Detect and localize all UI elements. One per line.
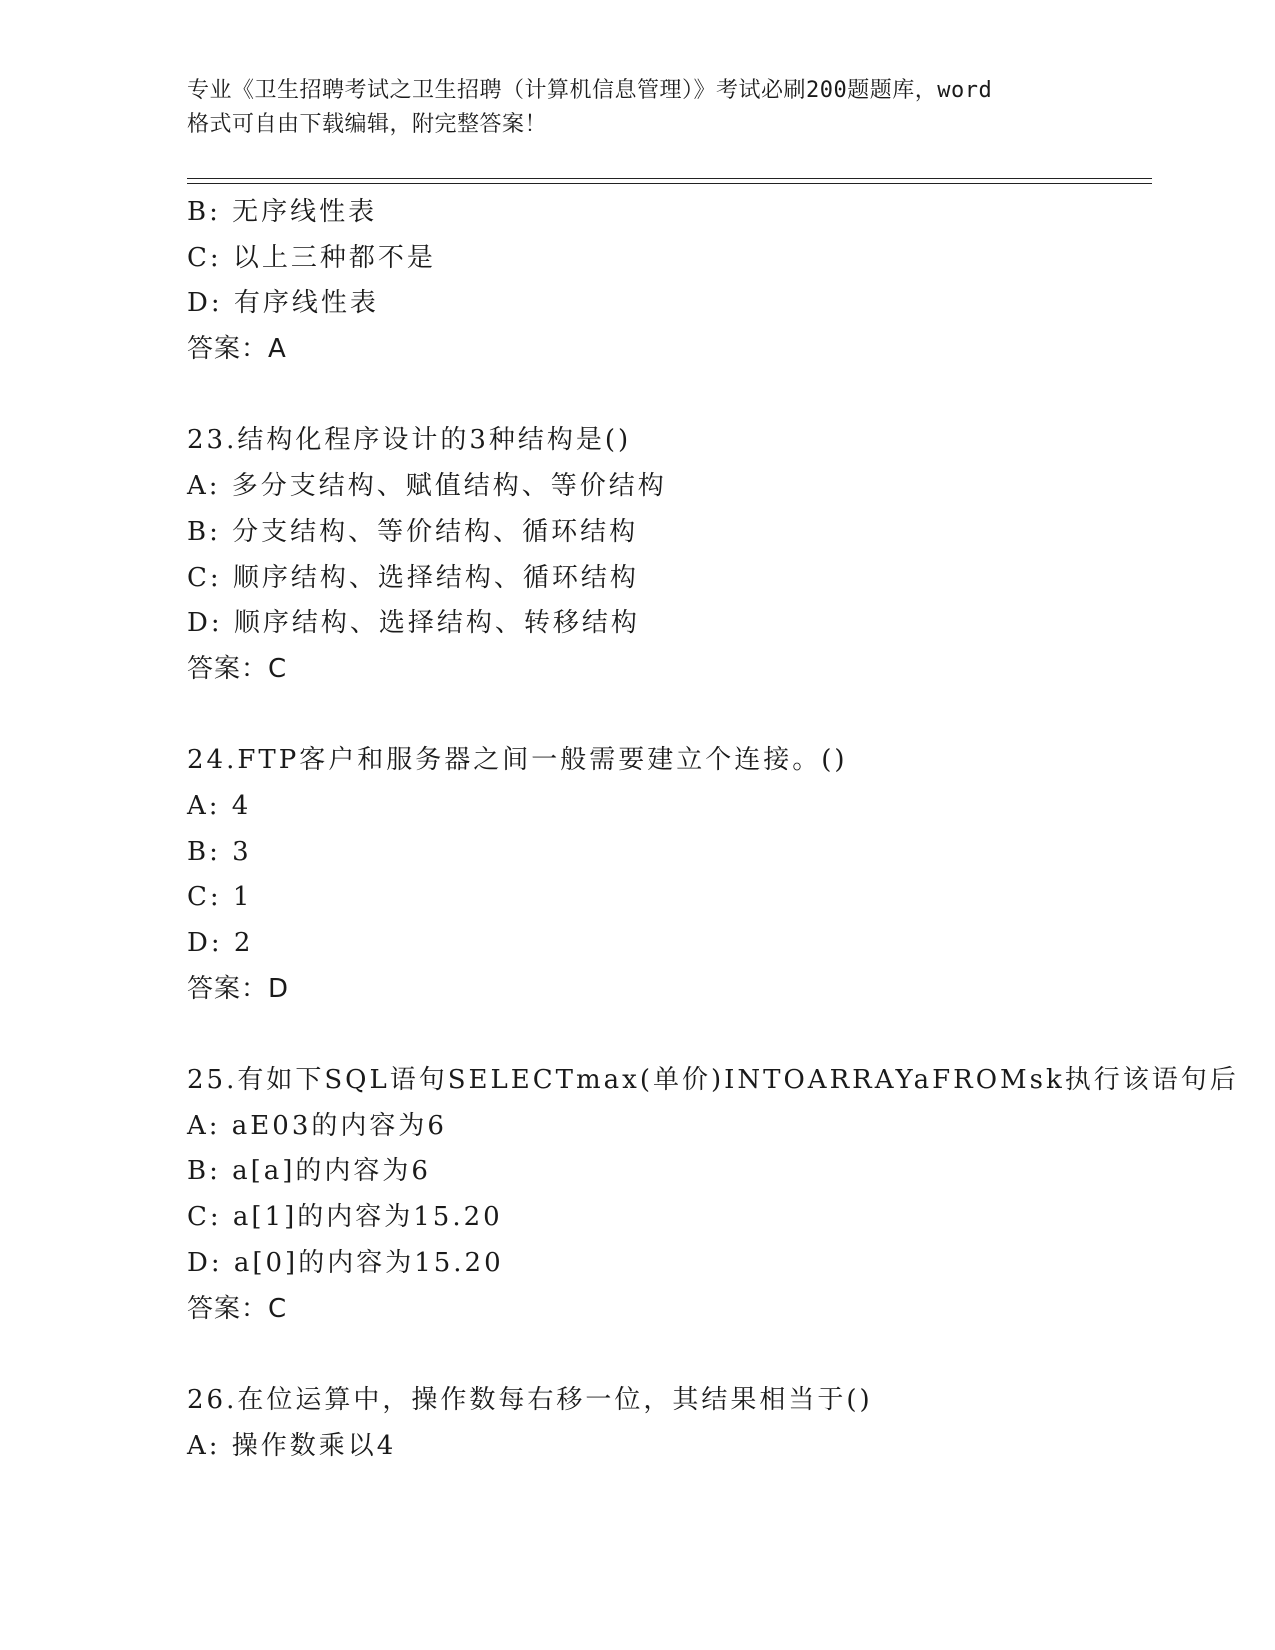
option-a: A: 多分支结构、赋值结构、等价结构 <box>187 471 667 502</box>
option-a: A: 4 <box>187 790 252 821</box>
answer-label: 答案：C <box>187 1293 288 1324</box>
answer-label: 答案：A <box>187 334 287 365</box>
option-a: A: 操作数乘以4 <box>187 1430 397 1461</box>
answer-label: 答案：C <box>187 653 288 684</box>
option-b: B: 3 <box>187 836 252 867</box>
option-a: A: aE03的内容为6 <box>187 1110 447 1141</box>
option-d: D: 有序线性表 <box>187 288 379 319</box>
option-d: D: 2 <box>187 928 254 958</box>
option-b: B: 分支结构、等价结构、循环结构 <box>187 516 639 547</box>
header-divider-bottom <box>187 183 1152 184</box>
option-c: C: 顺序结构、选择结构、循环结构 <box>187 562 639 593</box>
option-b: B: a[a]的内容为6 <box>187 1156 431 1187</box>
question-list <box>187 190 1239 1469</box>
option-c: C: a[1]的内容为15.20 <box>187 1202 503 1233</box>
option-c: C: 以上三种都不是 <box>187 242 436 273</box>
spacer <box>187 373 1147 419</box>
option-d: D: a[0]的内容为15.20 <box>187 1247 504 1278</box>
option-d: D: 顺序结构、选择结构、转移结构 <box>187 608 640 639</box>
header-line-1: 专业《卫生招聘考试之卫生招聘（计算机信息管理）》考试必刷200题题库，word <box>187 78 993 103</box>
question-22-continued <box>187 190 1147 373</box>
question-stem: 23.结构化程序设计的3种结构是() <box>187 425 632 456</box>
question-24 <box>187 738 1147 1012</box>
spacer <box>187 1332 1147 1378</box>
option-b: B: 无序线性表 <box>187 197 378 227</box>
header-line-2: 格式可自由下载编辑，附完整答案！ <box>187 112 548 137</box>
header-divider-top <box>187 178 1152 179</box>
question-26 <box>187 1378 1147 1469</box>
question-23 <box>187 418 1147 692</box>
answer-label: 答案：D <box>187 973 290 1004</box>
question-stem: 26.在位运算中，操作数每右移一位，其结果相当于() <box>187 1384 873 1415</box>
spacer <box>187 1012 1147 1058</box>
spacer <box>187 693 1147 739</box>
question-stem: 24.FTP客户和服务器之间一般需要建立个连接。() <box>187 745 848 776</box>
question-stem: 25.有如下SQL语句SELECTmax(单价)INTOARRAYaFROMsk执行该语句后 <box>187 1065 1239 1096</box>
option-c: C: 1 <box>187 882 253 913</box>
question-25 <box>187 1058 1239 1332</box>
document-header <box>187 74 1087 142</box>
